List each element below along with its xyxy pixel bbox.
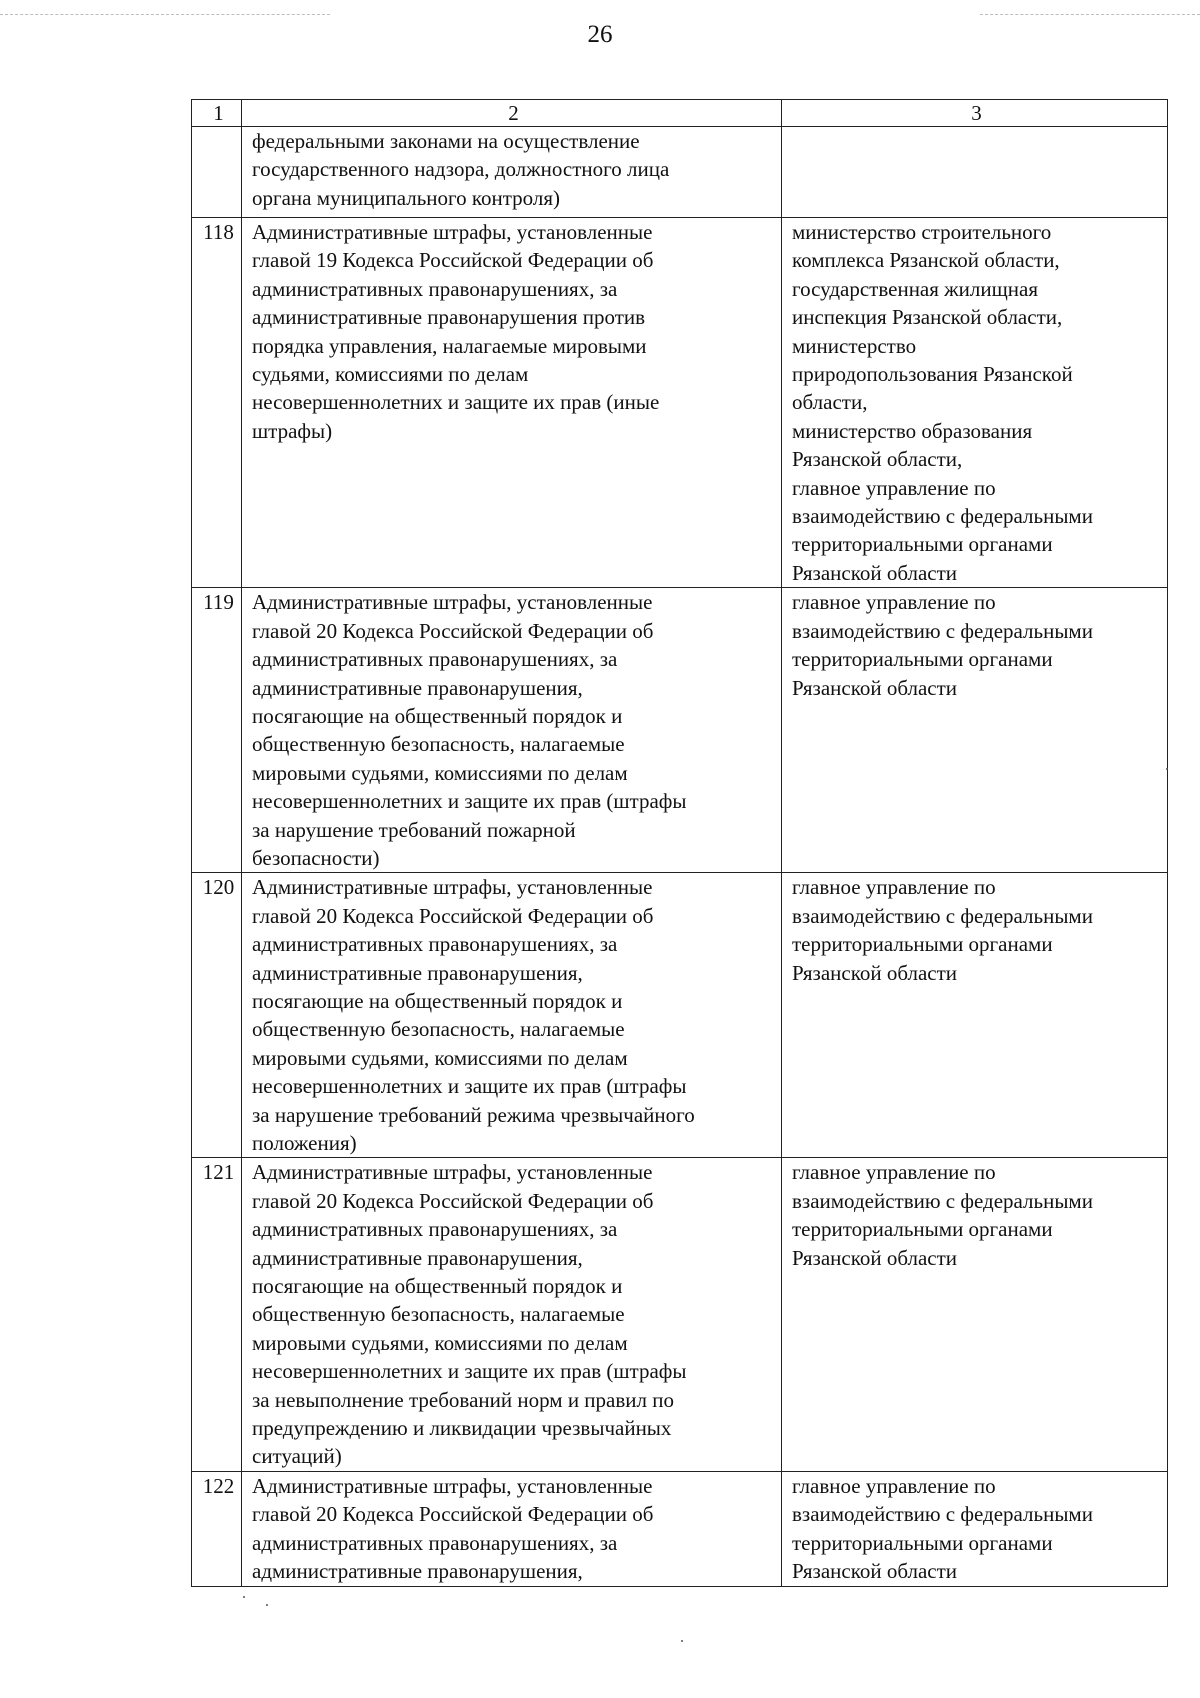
- row-number: 122: [192, 1471, 242, 1586]
- table-row: [192, 588, 1168, 873]
- row-number: 119: [192, 588, 242, 873]
- revenue-administrators-table: [191, 99, 1168, 1587]
- page-number: 26: [587, 21, 613, 48]
- column-header-3: 3: [782, 100, 1168, 127]
- row-number: 118: [192, 218, 242, 588]
- table-row: [192, 218, 1168, 588]
- column-header-2: 2: [242, 100, 782, 127]
- table-header-row: [192, 100, 1168, 127]
- administrator-name: [782, 127, 1168, 218]
- row-number: 120: [192, 873, 242, 1158]
- income-description: Административные штрафы, установленные главой 20 Кодекса Российской Федерации об административных правонарушениях, за административные правонарушения, посягающие на общественный порядок и общественную безопасность, налагаемые мировыми судьями, комиссиями по делам несовершеннолетних и защите их прав (штрафы за нарушение требований пожарной безопасности): [242, 588, 782, 873]
- income-description: федеральными законами на осуществление государственного надзора, должностного лица органа муниципального контроля): [242, 127, 782, 218]
- table-row: [192, 127, 1168, 218]
- administrator-name: главное управление по взаимодействию с федеральными территориальными органами Рязанской области: [782, 588, 1168, 873]
- administrator-name: главное управление по взаимодействию с федеральными территориальными органами Рязанской области: [782, 873, 1168, 1158]
- income-description: Административные штрафы, установленные главой 20 Кодекса Российской Федерации об административных правонарушениях, за административные правонарушения, посягающие на общественный порядок и общественную безопасность, налагаемые мировыми судьями, комиссиями по делам несовершеннолетних и защите их прав (штрафы за нарушение требований режима чрезвычайного положения): [242, 873, 782, 1158]
- income-description: Административные штрафы, установленные главой 20 Кодекса Российской Федерации об административных правонарушениях, за административные правонарушения, посягающие на общественный порядок и общественную безопасность, налагаемые мировыми судьями, комиссиями по делам несовершеннолетних и защите их прав (штрафы за невыполнение требований норм и правил по предупреждению и ликвидации чрезвычайных ситуаций): [242, 1158, 782, 1471]
- column-header-1: 1: [192, 100, 242, 127]
- scan-speck: [266, 1604, 268, 1606]
- scan-edge-left: [0, 14, 330, 15]
- income-description: Административные штрафы, установленные главой 19 Кодекса Российской Федерации об административных правонарушениях, за административные правонарушения против порядка управления, налагаемые мировыми судьями, комиссиями по делам несовершеннолетних и защите их прав (иные штрафы): [242, 218, 782, 588]
- scan-speck: [243, 1596, 245, 1598]
- table-row: [192, 1158, 1168, 1471]
- table-row: [192, 1471, 1168, 1586]
- income-description: Административные штрафы, установленные главой 20 Кодекса Российской Федерации об административных правонарушениях, за административные правонарушения,: [242, 1471, 782, 1586]
- row-number: 121: [192, 1158, 242, 1471]
- scan-speck: [681, 1640, 683, 1642]
- administrator-name: главное управление по взаимодействию с федеральными территориальными органами Рязанской области: [782, 1471, 1168, 1586]
- row-number: [192, 127, 242, 218]
- table-row: [192, 873, 1168, 1158]
- administrator-name: главное управление по взаимодействию с федеральными территориальными органами Рязанской области: [782, 1158, 1168, 1471]
- administrator-name: министерство строительного комплекса Рязанской области, государственная жилищная инспекция Рязанской области, министерство природопользования Рязанской области, министерство образования Рязанской области, главное управление по взаимодействию с федеральными территориальными органами Рязанской области: [782, 218, 1168, 588]
- scan-speck: [1166, 768, 1168, 770]
- scan-edge-right: [980, 14, 1200, 15]
